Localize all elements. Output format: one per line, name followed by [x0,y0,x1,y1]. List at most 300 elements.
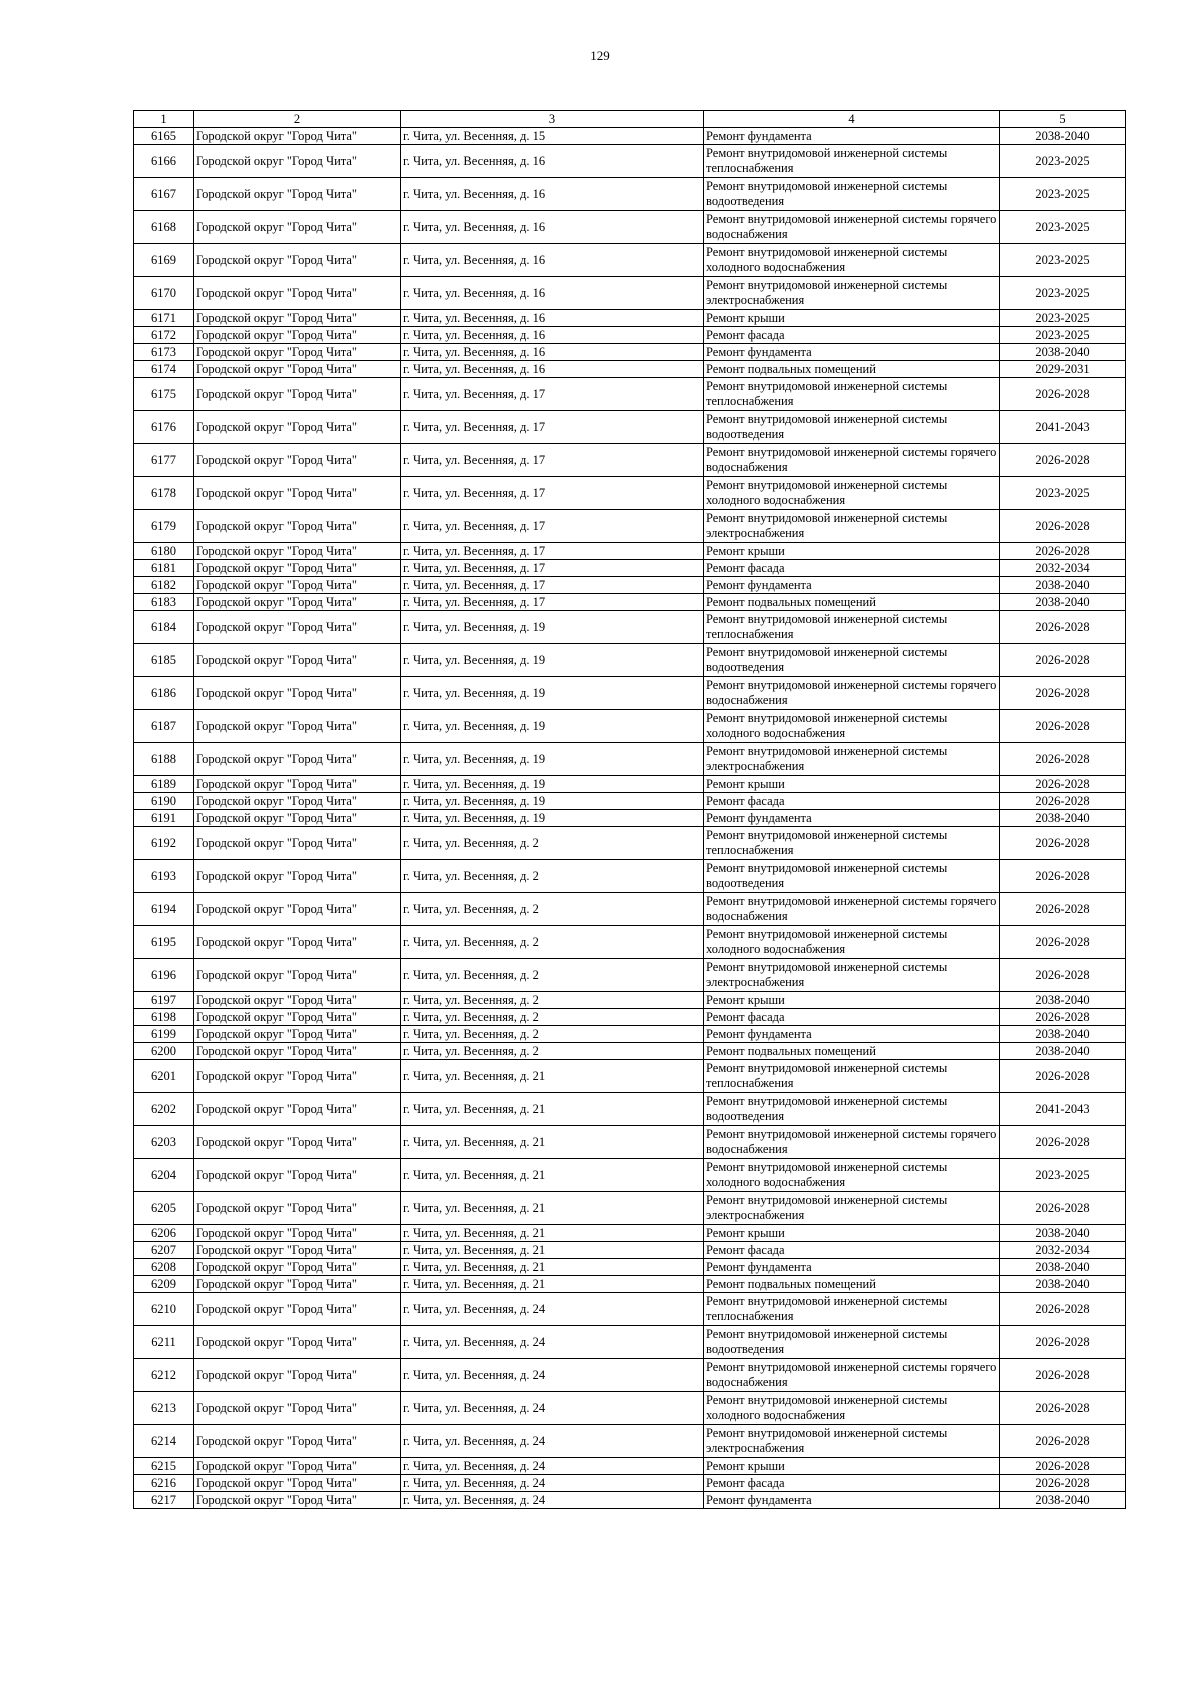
period-cell: 2026-2028 [1000,710,1126,743]
municipality-cell: Городской округ "Город Чита" [194,510,401,543]
address-cell: г. Чита, ул. Весенняя, д. 17 [401,560,704,577]
work-type-cell: Ремонт внутридомовой инженерной системы холодного водоснабжения [704,710,1000,743]
table-row [134,1359,1126,1392]
address-cell: г. Чита, ул. Весенняя, д. 24 [401,1475,704,1492]
row-number-cell: 6182 [134,577,194,594]
column-header-1: 1 [134,111,194,128]
table-row [134,1293,1126,1326]
period-cell: 2032-2034 [1000,1242,1126,1259]
address-cell: г. Чита, ул. Весенняя, д. 24 [401,1458,704,1475]
row-number-cell: 6178 [134,477,194,510]
municipality-cell: Городской округ "Город Чита" [194,1225,401,1242]
address-cell: г. Чита, ул. Весенняя, д. 21 [401,1060,704,1093]
municipality-cell: Городской округ "Город Чита" [194,327,401,344]
address-cell: г. Чита, ул. Весенняя, д. 24 [401,1326,704,1359]
period-cell: 2026-2028 [1000,1009,1126,1026]
table-row [134,1043,1126,1060]
municipality-cell: Городской округ "Город Чита" [194,1492,401,1509]
municipality-cell: Городской округ "Город Чита" [194,1159,401,1192]
row-number-cell: 6189 [134,776,194,793]
period-cell: 2026-2028 [1000,1126,1126,1159]
work-type-cell: Ремонт фундамента [704,1492,1000,1509]
row-number-cell: 6167 [134,178,194,211]
address-cell: г. Чита, ул. Весенняя, д. 19 [401,611,704,644]
municipality-cell: Городской округ "Город Чита" [194,1126,401,1159]
period-cell: 2038-2040 [1000,1043,1126,1060]
row-number-cell: 6170 [134,277,194,310]
address-cell: г. Чита, ул. Весенняя, д. 21 [401,1192,704,1225]
work-type-cell: Ремонт внутридомовой инженерной системы водоотведения [704,1326,1000,1359]
row-number-cell: 6196 [134,959,194,992]
table-row [134,1159,1126,1192]
municipality-cell: Городской округ "Город Чита" [194,1043,401,1060]
table-row [134,1326,1126,1359]
municipality-cell: Городской округ "Город Чита" [194,1242,401,1259]
municipality-cell: Городской округ "Город Чита" [194,1326,401,1359]
address-cell: г. Чита, ул. Весенняя, д. 16 [401,244,704,277]
row-number-cell: 6185 [134,644,194,677]
table-row [134,145,1126,178]
row-number-cell: 6177 [134,444,194,477]
row-number-cell: 6216 [134,1475,194,1492]
period-cell: 2023-2025 [1000,178,1126,211]
municipality-cell: Городской округ "Город Чита" [194,411,401,444]
table-row [134,743,1126,776]
row-number-cell: 6213 [134,1392,194,1425]
municipality-cell: Городской округ "Город Чита" [194,378,401,411]
address-cell: г. Чита, ул. Весенняя, д. 2 [401,959,704,992]
municipality-cell: Городской округ "Город Чита" [194,1293,401,1326]
period-cell: 2026-2028 [1000,793,1126,810]
row-number-cell: 6165 [134,128,194,145]
municipality-cell: Городской округ "Город Чита" [194,1009,401,1026]
address-cell: г. Чита, ул. Весенняя, д. 2 [401,827,704,860]
period-cell: 2032-2034 [1000,560,1126,577]
municipality-cell: Городской округ "Город Чита" [194,1359,401,1392]
table-row [134,543,1126,560]
municipality-cell: Городской округ "Город Чита" [194,1458,401,1475]
row-number-cell: 6171 [134,310,194,327]
address-cell: г. Чита, ул. Весенняя, д. 19 [401,810,704,827]
address-cell: г. Чита, ул. Весенняя, д. 2 [401,1026,704,1043]
address-cell: г. Чита, ул. Весенняя, д. 19 [401,677,704,710]
municipality-cell: Городской округ "Город Чита" [194,926,401,959]
municipality-cell: Городской округ "Город Чита" [194,1060,401,1093]
municipality-cell: Городской округ "Город Чита" [194,677,401,710]
table-row [134,710,1126,743]
address-cell: г. Чита, ул. Весенняя, д. 2 [401,992,704,1009]
address-cell: г. Чита, ул. Весенняя, д. 17 [401,444,704,477]
column-header-2: 2 [194,111,401,128]
address-cell: г. Чита, ул. Весенняя, д. 21 [401,1159,704,1192]
column-header-5: 5 [1000,111,1126,128]
row-number-cell: 6217 [134,1492,194,1509]
period-cell: 2038-2040 [1000,344,1126,361]
row-number-cell: 6200 [134,1043,194,1060]
work-type-cell: Ремонт подвальных помещений [704,1276,1000,1293]
address-cell: г. Чита, ул. Весенняя, д. 17 [401,577,704,594]
table-row [134,1475,1126,1492]
work-type-cell: Ремонт внутридомовой инженерной системы теплоснабжения [704,611,1000,644]
address-cell: г. Чита, ул. Весенняя, д. 21 [401,1093,704,1126]
work-type-cell: Ремонт внутридомовой инженерной системы электроснабжения [704,1192,1000,1225]
municipality-cell: Городской округ "Город Чита" [194,793,401,810]
row-number-cell: 6191 [134,810,194,827]
work-type-cell: Ремонт внутридомовой инженерной системы холодного водоснабжения [704,1392,1000,1425]
work-type-cell: Ремонт фундамента [704,810,1000,827]
address-cell: г. Чита, ул. Весенняя, д. 19 [401,644,704,677]
table-row [134,827,1126,860]
period-cell: 2038-2040 [1000,992,1126,1009]
work-type-cell: Ремонт внутридомовой инженерной системы теплоснабжения [704,1060,1000,1093]
period-cell: 2026-2028 [1000,860,1126,893]
table-row [134,277,1126,310]
municipality-cell: Городской округ "Город Чита" [194,444,401,477]
period-cell: 2026-2028 [1000,677,1126,710]
table-row [134,1093,1126,1126]
row-number-cell: 6206 [134,1225,194,1242]
row-number-cell: 6197 [134,992,194,1009]
table-row [134,477,1126,510]
address-cell: г. Чита, ул. Весенняя, д. 2 [401,1043,704,1060]
work-type-cell: Ремонт внутридомовой инженерной системы водоотведения [704,860,1000,893]
address-cell: г. Чита, ул. Весенняя, д. 24 [401,1425,704,1458]
table-row [134,1259,1126,1276]
work-type-cell: Ремонт фундамента [704,344,1000,361]
municipality-cell: Городской округ "Город Чита" [194,1259,401,1276]
municipality-cell: Городской округ "Город Чита" [194,959,401,992]
address-cell: г. Чита, ул. Весенняя, д. 17 [401,378,704,411]
work-type-cell: Ремонт фундамента [704,128,1000,145]
table-row [134,1009,1126,1026]
work-type-cell: Ремонт фасада [704,1242,1000,1259]
table-row [134,810,1126,827]
table-row [134,444,1126,477]
period-cell: 2026-2028 [1000,1192,1126,1225]
work-type-cell: Ремонт внутридомовой инженерной системы горячего водоснабжения [704,444,1000,477]
municipality-cell: Городской округ "Город Чита" [194,611,401,644]
table-row [134,594,1126,611]
work-type-cell: Ремонт фасада [704,1009,1000,1026]
row-number-cell: 6173 [134,344,194,361]
address-cell: г. Чита, ул. Весенняя, д. 24 [401,1392,704,1425]
table-row [134,1458,1126,1475]
period-cell: 2026-2028 [1000,1293,1126,1326]
table-row [134,926,1126,959]
period-cell: 2026-2028 [1000,1060,1126,1093]
period-cell: 2029-2031 [1000,361,1126,378]
work-type-cell: Ремонт внутридомовой инженерной системы холодного водоснабжения [704,926,1000,959]
municipality-cell: Городской округ "Город Чита" [194,893,401,926]
work-type-cell: Ремонт внутридомовой инженерной системы электроснабжения [704,510,1000,543]
work-type-cell: Ремонт внутридомовой инженерной системы электроснабжения [704,959,1000,992]
row-number-cell: 6211 [134,1326,194,1359]
table-row [134,1126,1126,1159]
work-type-cell: Ремонт подвальных помещений [704,594,1000,611]
work-type-cell: Ремонт крыши [704,1225,1000,1242]
municipality-cell: Городской округ "Город Чита" [194,1475,401,1492]
period-cell: 2026-2028 [1000,926,1126,959]
work-type-cell: Ремонт внутридомовой инженерной системы холодного водоснабжения [704,477,1000,510]
column-header-3: 3 [401,111,704,128]
row-number-cell: 6192 [134,827,194,860]
row-number-cell: 6212 [134,1359,194,1392]
row-number-cell: 6184 [134,611,194,644]
work-type-cell: Ремонт фундамента [704,577,1000,594]
municipality-cell: Городской округ "Город Чита" [194,1026,401,1043]
period-cell: 2026-2028 [1000,444,1126,477]
period-cell: 2026-2028 [1000,1392,1126,1425]
work-type-cell: Ремонт внутридомовой инженерной системы водоотведения [704,411,1000,444]
row-number-cell: 6169 [134,244,194,277]
row-number-cell: 6199 [134,1026,194,1043]
work-type-cell: Ремонт внутридомовой инженерной системы горячего водоснабжения [704,211,1000,244]
address-cell: г. Чита, ул. Весенняя, д. 24 [401,1293,704,1326]
municipality-cell: Городской округ "Город Чита" [194,560,401,577]
work-type-cell: Ремонт внутридомовой инженерной системы водоотведения [704,644,1000,677]
municipality-cell: Городской округ "Город Чита" [194,361,401,378]
row-number-cell: 6166 [134,145,194,178]
municipality-cell: Городской округ "Город Чита" [194,244,401,277]
work-type-cell: Ремонт внутридомовой инженерной системы горячего водоснабжения [704,677,1000,710]
row-number-cell: 6187 [134,710,194,743]
period-cell: 2023-2025 [1000,145,1126,178]
work-type-cell: Ремонт фасада [704,1475,1000,1492]
work-type-cell: Ремонт фундамента [704,1259,1000,1276]
municipality-cell: Городской округ "Город Чита" [194,776,401,793]
table-row [134,1392,1126,1425]
work-type-cell: Ремонт крыши [704,776,1000,793]
work-type-cell: Ремонт внутридомовой инженерной системы электроснабжения [704,277,1000,310]
address-cell: г. Чита, ул. Весенняя, д. 16 [401,344,704,361]
row-number-cell: 6198 [134,1009,194,1026]
work-type-cell: Ремонт подвальных помещений [704,361,1000,378]
work-type-cell: Ремонт фундамента [704,1026,1000,1043]
table-row [134,344,1126,361]
work-type-cell: Ремонт внутридомовой инженерной системы холодного водоснабжения [704,244,1000,277]
address-cell: г. Чита, ул. Весенняя, д. 2 [401,1009,704,1026]
municipality-cell: Городской округ "Город Чита" [194,594,401,611]
municipality-cell: Городской округ "Город Чита" [194,543,401,560]
row-number-cell: 6195 [134,926,194,959]
address-cell: г. Чита, ул. Весенняя, д. 17 [401,594,704,611]
municipality-cell: Городской округ "Город Чита" [194,860,401,893]
row-number-cell: 6180 [134,543,194,560]
work-type-cell: Ремонт внутридомовой инженерной системы горячего водоснабжения [704,1359,1000,1392]
table-header [134,111,1126,128]
period-cell: 2041-2043 [1000,1093,1126,1126]
work-type-cell: Ремонт крыши [704,992,1000,1009]
period-cell: 2026-2028 [1000,743,1126,776]
table-row [134,776,1126,793]
work-type-cell: Ремонт внутридомовой инженерной системы электроснабжения [704,1425,1000,1458]
period-cell: 2038-2040 [1000,1276,1126,1293]
address-cell: г. Чита, ул. Весенняя, д. 21 [401,1276,704,1293]
address-cell: г. Чита, ул. Весенняя, д. 17 [401,477,704,510]
period-cell: 2026-2028 [1000,378,1126,411]
period-cell: 2026-2028 [1000,1326,1126,1359]
municipality-cell: Городской округ "Город Чита" [194,178,401,211]
column-number-row [134,111,1126,128]
work-type-cell: Ремонт фасада [704,793,1000,810]
work-type-cell: Ремонт фасада [704,327,1000,344]
column-header-4: 4 [704,111,1000,128]
row-number-cell: 6209 [134,1276,194,1293]
row-number-cell: 6179 [134,510,194,543]
table-row [134,178,1126,211]
table-row [134,1225,1126,1242]
municipality-cell: Городской округ "Город Чита" [194,992,401,1009]
table-row [134,959,1126,992]
municipality-cell: Городской округ "Город Чита" [194,211,401,244]
period-cell: 2038-2040 [1000,1492,1126,1509]
period-cell: 2026-2028 [1000,1359,1126,1392]
period-cell: 2026-2028 [1000,959,1126,992]
table-row [134,1276,1126,1293]
work-type-cell: Ремонт крыши [704,543,1000,560]
row-number-cell: 6174 [134,361,194,378]
address-cell: г. Чита, ул. Весенняя, д. 19 [401,776,704,793]
address-cell: г. Чита, ул. Весенняя, д. 19 [401,793,704,810]
address-cell: г. Чита, ул. Весенняя, д. 16 [401,211,704,244]
row-number-cell: 6172 [134,327,194,344]
period-cell: 2026-2028 [1000,827,1126,860]
work-type-cell: Ремонт внутридомовой инженерной системы водоотведения [704,178,1000,211]
table-row [134,893,1126,926]
period-cell: 2038-2040 [1000,128,1126,145]
table-row [134,644,1126,677]
period-cell: 2023-2025 [1000,1159,1126,1192]
row-number-cell: 6183 [134,594,194,611]
table-row [134,378,1126,411]
work-type-cell: Ремонт крыши [704,1458,1000,1475]
work-type-cell: Ремонт внутридомовой инженерной системы горячего водоснабжения [704,893,1000,926]
municipality-cell: Городской округ "Город Чита" [194,1392,401,1425]
address-cell: г. Чита, ул. Весенняя, д. 16 [401,277,704,310]
work-type-cell: Ремонт внутридомовой инженерной системы холодного водоснабжения [704,1159,1000,1192]
municipality-cell: Городской округ "Город Чита" [194,743,401,776]
address-cell: г. Чита, ул. Весенняя, д. 16 [401,178,704,211]
table-row [134,327,1126,344]
table-row [134,1026,1126,1043]
table-row [134,244,1126,277]
table-row [134,1192,1126,1225]
table-row [134,860,1126,893]
table-row [134,793,1126,810]
row-number-cell: 6194 [134,893,194,926]
period-cell: 2038-2040 [1000,577,1126,594]
table-row [134,211,1126,244]
period-cell: 2038-2040 [1000,1259,1126,1276]
period-cell: 2023-2025 [1000,310,1126,327]
municipality-cell: Городской округ "Город Чита" [194,644,401,677]
work-type-cell: Ремонт подвальных помещений [704,1043,1000,1060]
address-cell: г. Чита, ул. Весенняя, д. 16 [401,310,704,327]
row-number-cell: 6168 [134,211,194,244]
address-cell: г. Чита, ул. Весенняя, д. 24 [401,1492,704,1509]
table-row [134,992,1126,1009]
table-body [134,128,1126,1509]
period-cell: 2026-2028 [1000,543,1126,560]
row-number-cell: 6205 [134,1192,194,1225]
row-number-cell: 6190 [134,793,194,810]
table-row [134,1425,1126,1458]
period-cell: 2026-2028 [1000,510,1126,543]
work-type-cell: Ремонт внутридомовой инженерной системы водоотведения [704,1093,1000,1126]
address-cell: г. Чита, ул. Весенняя, д. 21 [401,1225,704,1242]
repair-schedule-table [133,110,1126,1509]
address-cell: г. Чита, ул. Весенняя, д. 21 [401,1126,704,1159]
period-cell: 2038-2040 [1000,594,1126,611]
page-number: 129 [590,48,610,63]
period-cell: 2026-2028 [1000,611,1126,644]
row-number-cell: 6186 [134,677,194,710]
municipality-cell: Городской округ "Город Чита" [194,1276,401,1293]
municipality-cell: Городской округ "Город Чита" [194,128,401,145]
municipality-cell: Городской округ "Город Чита" [194,710,401,743]
row-number-cell: 6181 [134,560,194,577]
address-cell: г. Чита, ул. Весенняя, д. 17 [401,510,704,543]
period-cell: 2026-2028 [1000,776,1126,793]
municipality-cell: Городской округ "Город Чита" [194,810,401,827]
address-cell: г. Чита, ул. Весенняя, д. 19 [401,743,704,776]
period-cell: 2023-2025 [1000,477,1126,510]
address-cell: г. Чита, ул. Весенняя, д. 21 [401,1242,704,1259]
period-cell: 2023-2025 [1000,211,1126,244]
row-number-cell: 6208 [134,1259,194,1276]
municipality-cell: Городской округ "Город Чита" [194,827,401,860]
row-number-cell: 6203 [134,1126,194,1159]
row-number-cell: 6215 [134,1458,194,1475]
table-row [134,1060,1126,1093]
address-cell: г. Чита, ул. Весенняя, д. 16 [401,145,704,178]
work-type-cell: Ремонт внутридомовой инженерной системы теплоснабжения [704,145,1000,178]
work-type-cell: Ремонт крыши [704,310,1000,327]
table-row [134,1492,1126,1509]
work-type-cell: Ремонт внутридомовой инженерной системы электроснабжения [704,743,1000,776]
period-cell: 2026-2028 [1000,1425,1126,1458]
work-type-cell: Ремонт внутридомовой инженерной системы теплоснабжения [704,827,1000,860]
work-type-cell: Ремонт фасада [704,560,1000,577]
table-row [134,310,1126,327]
address-cell: г. Чита, ул. Весенняя, д. 16 [401,327,704,344]
address-cell: г. Чита, ул. Весенняя, д. 16 [401,361,704,378]
row-number-cell: 6210 [134,1293,194,1326]
row-number-cell: 6176 [134,411,194,444]
table-row [134,611,1126,644]
row-number-cell: 6188 [134,743,194,776]
table-row [134,128,1126,145]
address-cell: г. Чита, ул. Весенняя, д. 2 [401,893,704,926]
period-cell: 2023-2025 [1000,244,1126,277]
municipality-cell: Городской округ "Город Чита" [194,344,401,361]
table-row [134,577,1126,594]
row-number-cell: 6202 [134,1093,194,1126]
table-row [134,411,1126,444]
row-number-cell: 6214 [134,1425,194,1458]
address-cell: г. Чита, ул. Весенняя, д. 24 [401,1359,704,1392]
period-cell: 2026-2028 [1000,644,1126,677]
address-cell: г. Чита, ул. Весенняя, д. 2 [401,926,704,959]
municipality-cell: Городской округ "Город Чита" [194,1425,401,1458]
address-cell: г. Чита, ул. Весенняя, д. 17 [401,543,704,560]
period-cell: 2026-2028 [1000,1475,1126,1492]
municipality-cell: Городской округ "Город Чита" [194,477,401,510]
address-cell: г. Чита, ул. Весенняя, д. 17 [401,411,704,444]
municipality-cell: Городской округ "Город Чита" [194,277,401,310]
row-number-cell: 6204 [134,1159,194,1192]
address-cell: г. Чита, ул. Весенняя, д. 15 [401,128,704,145]
